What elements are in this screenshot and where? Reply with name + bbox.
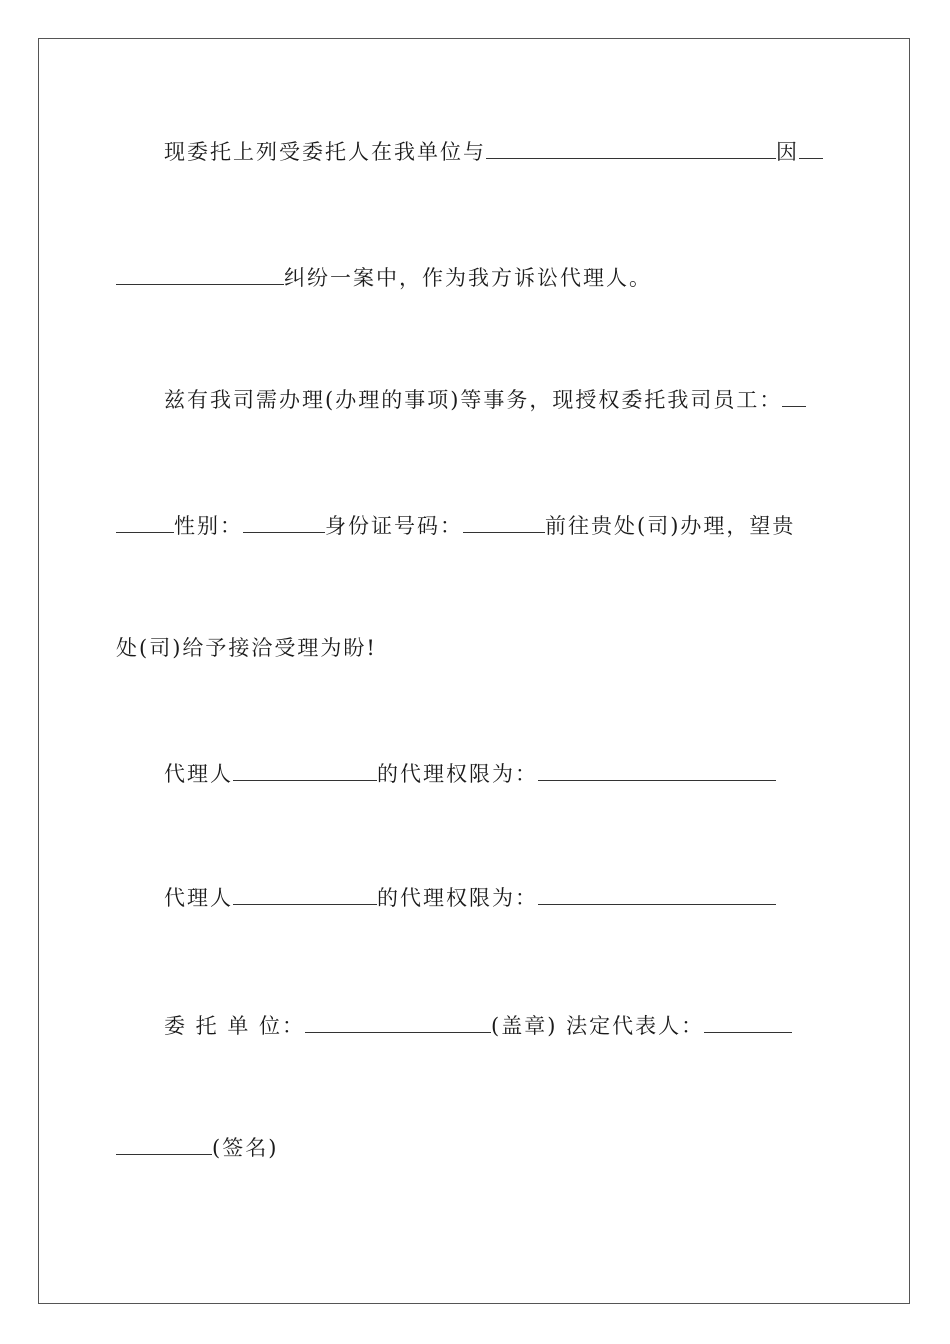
employee-name-blank[interactable] [116, 512, 174, 533]
legal-rep-label: 法定代表人： [566, 1014, 705, 1038]
agent-2-line [164, 884, 776, 912]
agent-1-label: 代理人 [164, 762, 233, 786]
paragraph-1-line-1 [164, 138, 823, 166]
cause-blank[interactable] [116, 264, 284, 285]
signature-label: (签名) [212, 1136, 279, 1160]
cause-blank-start[interactable] [799, 138, 823, 159]
legal-rep-blank-start[interactable] [704, 1012, 792, 1033]
entrusting-unit-blank[interactable] [305, 1012, 491, 1033]
dispute-text: 纠纷一案中，作为我方诉讼代理人。 [284, 266, 652, 290]
agent-1-line [164, 760, 776, 788]
entrust-text: 现委托上列受委托人在我单位与 [164, 140, 486, 164]
agent-2-label: 代理人 [164, 886, 233, 910]
paragraph-2-line-3 [116, 634, 377, 662]
gender-label: 性别： [174, 514, 243, 538]
agent-1-name-blank[interactable] [233, 760, 377, 781]
agent-2-scope-blank[interactable] [538, 884, 776, 905]
cause-label: 因 [776, 140, 799, 164]
agent-2-scope-label: 的代理权限为： [377, 886, 538, 910]
authorization-text: 兹有我司需办理(办理的事项)等事务，现授权委托我司员工： [164, 388, 783, 412]
id-number-blank[interactable] [463, 512, 545, 533]
page-frame [38, 38, 910, 1304]
signature-line [116, 1134, 278, 1162]
employee-blank-start[interactable] [782, 386, 806, 407]
gender-blank[interactable] [243, 512, 325, 533]
agent-2-name-blank[interactable] [233, 884, 377, 905]
purpose-text: 前往贵处(司)办理，望贵 [545, 514, 796, 538]
seal-label: (盖章) [491, 1014, 558, 1038]
agent-1-scope-blank[interactable] [538, 760, 776, 781]
agent-1-scope-label: 的代理权限为： [377, 762, 538, 786]
paragraph-2-line-1 [164, 386, 806, 414]
legal-rep-signature-blank[interactable] [116, 1134, 212, 1155]
entrusting-unit-line [164, 1012, 792, 1040]
paragraph-1-line-2 [116, 264, 652, 292]
id-number-label: 身份证号码： [325, 514, 463, 538]
closing-text: 处(司)给予接洽受理为盼! [116, 636, 377, 660]
entrusting-unit-label: 委 托 单 位： [164, 1014, 306, 1038]
paragraph-2-line-2 [116, 512, 795, 540]
opponent-blank[interactable] [486, 138, 776, 159]
